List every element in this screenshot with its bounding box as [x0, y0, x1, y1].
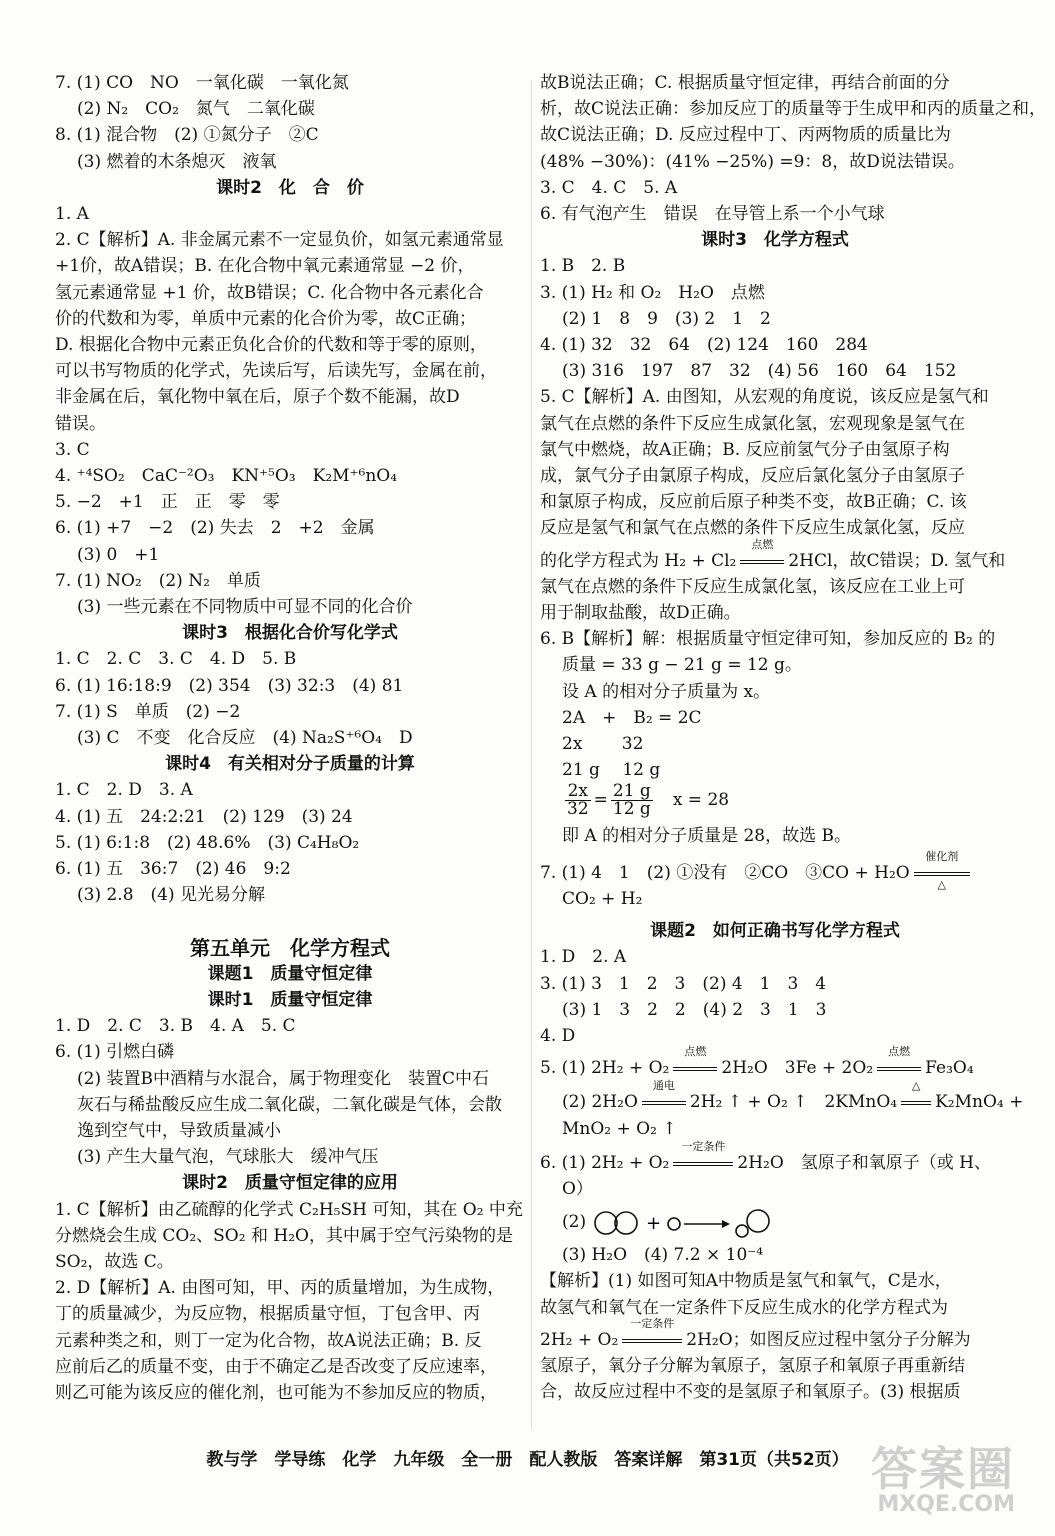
text-line: 氯气中燃烧，故A正确；B. 反应前氢气分子由氢原子构	[540, 439, 950, 460]
text-span: Fe₃O₄	[925, 1058, 974, 1079]
text-span: K₂MnO₄ +	[935, 1092, 1024, 1113]
text-line: 【解析】(1) 如图可知A中物质是氢气和氧气，C是水，	[540, 1271, 952, 1292]
equation-line	[540, 537, 1010, 574]
text-line: (3) 2.8 (4) 见光易分解	[77, 885, 266, 906]
text-line: 灰石与稀盐酸反应生成二氧化碳，二氧化碳是气体，会散	[77, 1094, 502, 1115]
section-heading: 课时1 质量守恒定律	[207, 989, 373, 1010]
text-line: 氢元素通常显 +1 价，故B错误；C. 化合物中各元素化合	[55, 282, 484, 303]
equals-sign	[673, 1067, 717, 1071]
text-line: 逸到空气中，导致质量减小	[77, 1120, 281, 1141]
text-line: 4. (1) 五 24:2:21 (2) 129 (3) 24	[55, 806, 353, 827]
equation-line	[540, 1079, 1024, 1115]
fraction	[611, 783, 653, 818]
text-line: MnO₂ + O₂ ↑	[562, 1118, 677, 1139]
text-line: 6. (1) 五 36:7 (2) 46 9:2	[55, 859, 291, 880]
reaction-diagram	[592, 1205, 792, 1241]
text-line: 质量 = 33 g − 21 g = 12 g。	[562, 655, 802, 676]
molecule-diagram-line	[540, 1202, 1010, 1242]
text-line: 1. C 2. C 3. C 4. D 5. B	[55, 649, 297, 670]
text-line: 价的代数和为零，单质中元素的化合价为零，故C正确；	[55, 308, 477, 329]
reaction-condition	[899, 1079, 933, 1105]
denominator: 32	[567, 799, 589, 820]
reaction-condition	[620, 1316, 684, 1343]
text-line: 5. (1) 6:1:8 (2) 48.6% (3) C₄H₈O₂	[55, 832, 360, 853]
text-line: (48% −30%)：(41% −25%) =9：8，故D说法错误。	[540, 151, 965, 172]
section-heading: 课时3 根据化合价写化学式	[182, 623, 398, 644]
text-line: 1. D 2. C 3. B 4. A 5. C	[55, 1016, 296, 1037]
spacer	[55, 909, 525, 935]
text-line: 故B说法正确；C. 根据质量守恒定律，再结合前面的分	[540, 73, 950, 93]
atom-small	[736, 1225, 748, 1237]
watermark-url: MXQE.COM	[877, 1492, 1015, 1517]
text-line: 氯气在点燃的条件下反应生成氯化氢，宏观现象是氢气在	[540, 413, 965, 434]
text-line: 4. ⁺⁴SO₂ CaC⁻²O₃ KN⁺⁵O₃ K₂M⁺⁶nO₄	[55, 466, 398, 487]
text-line: 7. (1) NO₂ (2) N₂ 单质	[55, 570, 261, 591]
text-line: 氯气在点燃的条件下反应生成氯化氢，该反应在工业上可	[540, 576, 965, 597]
text-line: 析，故C说法正确：参加反应丁的质量等于生成甲和丙的质量之和，	[540, 99, 1047, 120]
text-line: 2A + B₂ = 2C	[562, 707, 702, 728]
text-line: 即 A 的相对分子质量是 28，故选 B。	[562, 826, 852, 847]
text-line: SO₂，故选 C。	[55, 1251, 174, 1272]
text-line: 用于制取盐酸，故D正确。	[540, 603, 741, 624]
text-line: 5. C【解析】A. 由图知，从宏观的角度说，该反应是氢气和	[540, 387, 989, 408]
plus-sign: +	[645, 1212, 661, 1234]
text-line: (3) 316 197 87 32 (4) 56 160 64 152	[562, 361, 957, 382]
reaction-condition	[640, 1079, 688, 1105]
text-span: 的化学方程式为 H₂ + Cl₂	[540, 550, 737, 571]
text-line: (2) 1 8 9 (3) 2 1 2	[562, 308, 771, 329]
equals-sign	[901, 1101, 931, 1105]
text-line: 合，故反应过程中不变的是氢原子和氧原子。(3) 根据质	[540, 1382, 961, 1403]
equals-sign	[877, 1067, 921, 1071]
condition-label: 通电	[652, 1079, 675, 1093]
text-line: (2) 装置B中酒精与水混合，属于物理变化 装置C中石	[77, 1068, 489, 1089]
condition-label: △	[937, 877, 946, 891]
condition-label: △	[911, 1079, 921, 1093]
text-line: 可以书写物质的化学式，先读后写，后读先写，金属在前，	[55, 361, 497, 382]
text-line: 分燃烧会生成 CO₂、SO₂ 和 H₂O，其中属于空气污染物的是	[55, 1225, 513, 1246]
text-line: 错误。	[55, 413, 106, 434]
text-line: 7. (1) CO NO 一氧化碳 一氧化氮	[55, 73, 349, 93]
equals-sign	[642, 1101, 686, 1105]
text-line: O）	[562, 1178, 593, 1199]
text-line: CO₂ + H₂	[562, 888, 643, 909]
equals-sign	[914, 872, 970, 876]
left-column	[55, 70, 525, 1406]
text-line: 2x 32	[562, 734, 644, 755]
reaction-condition	[671, 1045, 719, 1071]
text-line: 5. −2 +1 正 正 零 零	[55, 492, 280, 513]
watermark-text: 答案圈	[871, 1442, 1015, 1496]
text-line: 1. C 2. D 3. A	[55, 780, 193, 801]
text-span: x = 28	[672, 790, 730, 811]
equation-line	[540, 849, 1010, 891]
right-column	[540, 70, 1047, 1405]
condition-label: 一定条件	[630, 1316, 675, 1330]
section-heading: 课题2 如何正确书写化学方程式	[650, 921, 900, 942]
reaction-condition	[875, 1045, 923, 1071]
text-line: 1. C【解析】由乙硫醇的化学式 C₂H₅SH 可知，其在 O₂ 中充	[55, 1199, 523, 1220]
numerator: 21 g	[612, 781, 651, 802]
text-line: 1. B 2. B	[540, 256, 626, 277]
text-line: 应前后乙的质量不变，由于不确定乙是否改变了反应速率，	[55, 1356, 497, 1377]
page-footer: 教与学 学导练 化学 九年级 全一册 配人教版 答案详解 第31页（共52页）	[206, 1450, 849, 1470]
condition-label: 点燃	[751, 537, 774, 551]
condition-label: 催化剂	[925, 849, 959, 863]
equals-sign	[673, 1162, 733, 1166]
text-line: 3. C	[55, 439, 90, 460]
text-line: (3) C 不变 化合反应 (4) Na₂S⁺⁶O₄ D	[77, 728, 413, 749]
text-line: 6. (1) 引燃白磷	[55, 1042, 175, 1063]
reaction-condition	[912, 849, 972, 891]
section-heading: 课题1 质量守恒定律	[207, 963, 373, 984]
text-line: 2. C【解析】A. 非金属元素不一定显负价，如氢元素通常显	[55, 230, 504, 251]
text-line: 设 A 的相对分子质量为 x。	[562, 681, 771, 702]
text-span: 2H₂O 氢原子和氧原子（或 H、	[737, 1152, 991, 1173]
text-span: 2HCl，故C错误；D. 氢气和	[788, 550, 1006, 571]
text-span: (2) 2H₂O	[562, 1092, 638, 1113]
watermark-logo	[871, 1444, 1015, 1516]
text-line: 则乙可能为该反应的催化剂，也可能为不参加反应的物质，	[55, 1382, 497, 1403]
text-line: 成，氯气分子由氯原子构成，反应后氯化氢分子由氢原子	[540, 466, 965, 487]
equals-sign	[622, 1339, 682, 1343]
condition-label: 点燃	[684, 1045, 707, 1059]
text-line: (3) 燃着的木条熄灭 液氧	[77, 151, 277, 172]
text-line: +1价，故A错误；B. 在化合物中氧元素通常显 −2 价，	[55, 256, 475, 277]
text-line: 21 g 12 g	[562, 760, 661, 781]
fraction-equation: $\frac{2x}{32}$ = $\frac{21 g}{12 g}$ x = 28	[567, 781, 730, 820]
text-line: 6. B【解析】解：根据质量守恒定律可知，参加反应的 B₂ 的	[540, 629, 996, 650]
text-span: 2H₂ + O₂	[540, 1329, 619, 1350]
section-heading: 课时4 有关相对分子质量的计算	[165, 754, 415, 775]
section-heading: 课时2 质量守恒定律的应用	[182, 1173, 398, 1194]
text-line: 非金属在后，氧化物中氧在后，原子个数不能漏，故D	[55, 387, 460, 408]
text-line: 丁的质量减少，为反应物，根据质量守恒，丁包含甲、丙	[55, 1304, 480, 1325]
arrow-head	[722, 1220, 730, 1228]
text-line: 氢原子，氧分子分解为氧原子，氢原子和氧原子再重新结	[540, 1355, 965, 1376]
denominator: 12 g	[612, 799, 651, 820]
text-line: 反应是氢气和氯气在点燃的条件下反应生成氯化氢，反应	[540, 518, 965, 539]
text-line: 和氯原子构成，反应前后原子种类不变，故B正确；C. 该	[540, 492, 967, 513]
text-line: 1. A	[55, 204, 89, 225]
text-line: 4. D	[540, 1025, 576, 1046]
text-span: 7. (1) 4 1 (2) ①没有 ②CO ③CO + H₂O	[540, 862, 910, 883]
text-line: 6. 有气泡产生 错误 在导管上系一个小气球	[540, 204, 885, 225]
text-span: 2H₂ ↑ + O₂ ↑ 2KMnO₄	[689, 1092, 898, 1113]
numerator: 2x	[565, 783, 591, 801]
section-heading: 第五单元 化学方程式	[190, 935, 390, 960]
condition-label: 一定条件	[681, 1139, 726, 1153]
atom-small	[668, 1218, 680, 1230]
atom-large	[595, 1212, 617, 1234]
reaction-condition	[671, 1139, 735, 1166]
fraction	[565, 783, 591, 818]
section-heading: 课时3 化学方程式	[701, 230, 849, 251]
column-divider	[531, 80, 532, 1430]
equation-line	[540, 1045, 1010, 1081]
equals-sign	[740, 560, 784, 564]
text-line: (3) H₂O (4) 7.2 × 10⁻⁴	[562, 1245, 764, 1266]
text-span: (2)	[562, 1212, 587, 1233]
text-span: 2H₂O；如图反应过程中氢分子分解为	[686, 1329, 971, 1350]
text-line: 3. C 4. C 5. A	[540, 177, 678, 198]
text-line: 4. (1) 32 32 64 (2) 124 160 284	[540, 335, 868, 356]
text-line: D. 根据化合物中元素正负化合价的代数和等于零的原则，	[55, 335, 487, 356]
text-span: 2H₂O 3Fe + 2O₂	[721, 1058, 874, 1079]
text-span: 6. (1) 2H₂ + O₂	[540, 1152, 670, 1173]
text-line: (3) 一些元素在不同物质中可显不同的化合价	[77, 597, 413, 618]
text-line: (3) 1 3 2 2 (4) 2 3 1 3	[562, 999, 827, 1020]
text-line: 8. (1) 混合物 (2) ①氮分子 ②C	[55, 125, 319, 146]
reaction-condition	[738, 537, 786, 564]
atom-large	[747, 1210, 769, 1232]
text-line: 1. D 2. A	[540, 947, 627, 968]
text-line: 故C说法正确；D. 反应过程中丁、丙两物质的质量比为	[540, 125, 951, 146]
text-span: 5. (1) 2H₂ + O₂	[540, 1058, 670, 1079]
text-line: 元素种类之和，则丁一定为化合物，故A说法正确；B. 反	[55, 1330, 482, 1351]
text-line: 6. (1) 16:18:9 (2) 354 (3) 32:3 (4) 81	[55, 675, 404, 696]
text-line: 2. D【解析】A. 由图可知，甲、丙的质量增加，为生成物，	[55, 1278, 505, 1299]
section-heading: 课时2 化 合 价	[216, 177, 364, 198]
equation-line	[540, 1139, 1010, 1176]
text-line: (3) 0 +1	[77, 544, 160, 565]
text-line: (2) N₂ CO₂ 氮气 二氧化碳	[77, 99, 315, 120]
text-line: 6. (1) +7 −2 (2) 失去 2 +2 金属	[55, 518, 375, 539]
text-line: 故氢气和氧气在一定条件下反应生成水的化学方程式为	[540, 1297, 948, 1318]
text-line: (3) 产生大量气泡，气球胀大 缓冲气压	[77, 1147, 379, 1168]
condition-label: 点燃	[888, 1045, 911, 1059]
text-line: 3. (1) 3 1 2 3 (2) 4 1 3 4	[540, 973, 827, 994]
atom-large	[615, 1212, 637, 1234]
text-line: 7. (1) S 单质 (2) −2	[55, 701, 241, 722]
text-line: 3. (1) H₂ 和 O₂ H₂O 点燃	[540, 282, 765, 303]
equation-line	[540, 1316, 1010, 1353]
